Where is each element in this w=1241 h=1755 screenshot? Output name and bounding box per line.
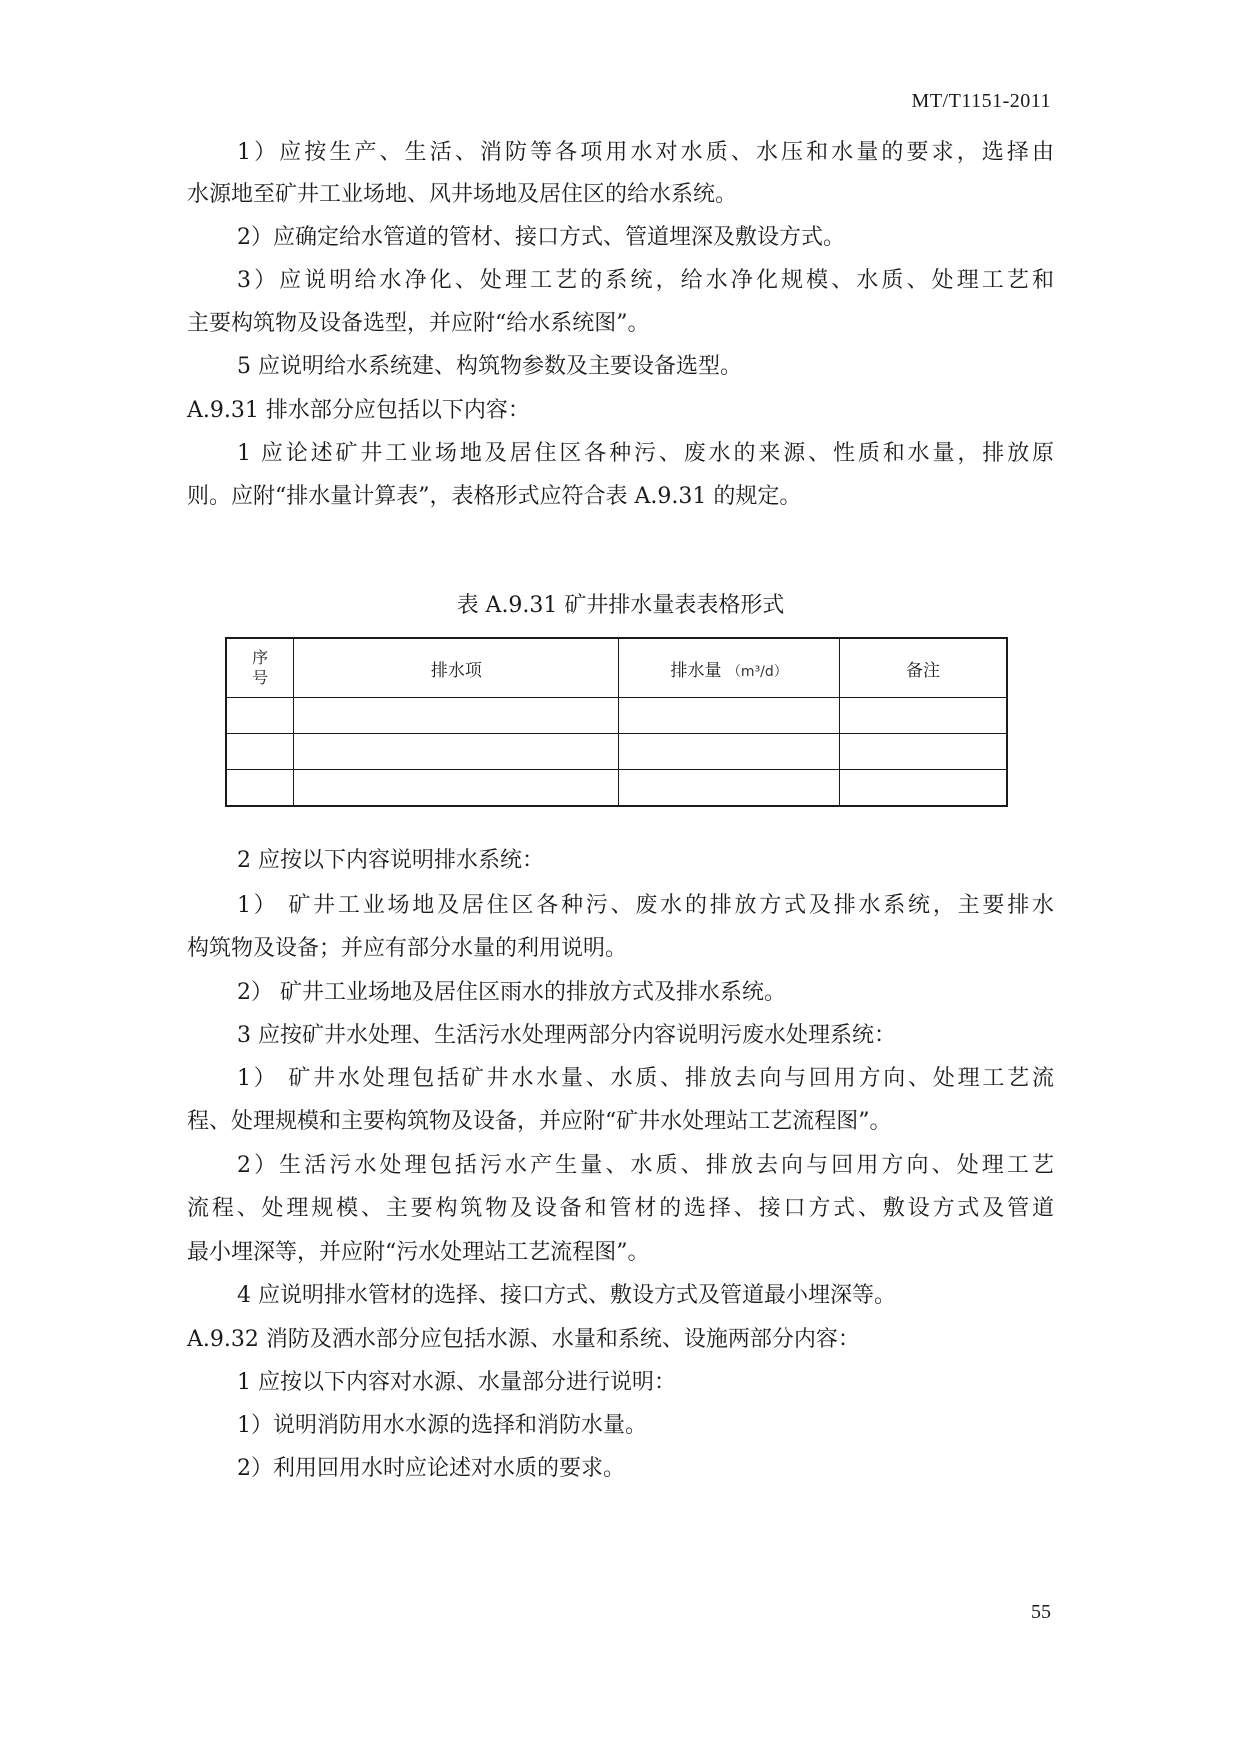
paragraph-line: 3 应按矿井水处理、生活污水处理两部分内容说明污废水处理系统： xyxy=(237,1023,896,1048)
paragraph-line: 水源地至矿井工业场地、风井场地及居住区的给水系统。 xyxy=(187,182,738,207)
table-caption: 表 A.9.31 矿井排水量表表格形式 xyxy=(456,593,785,618)
table-cell xyxy=(226,734,294,770)
header-seq xyxy=(226,638,294,698)
paragraph-line: 2 应按以下内容说明排水系统： xyxy=(237,848,544,873)
paragraph-line: 1）说明消防用水水源的选择和消防水量。 xyxy=(237,1413,647,1438)
table-cell xyxy=(294,770,619,807)
table-cell xyxy=(226,770,294,807)
section-heading-a931: A.9.31 排水部分应包括以下内容： xyxy=(187,398,530,423)
paragraph-line: 1 应论述矿井工业场地及居住区各种污、废水的来源、性质和水量，排放原 xyxy=(237,441,1054,466)
paragraph-line: 1）应按生产、生活、消防等各项用水对水质、水压和水量的要求，选择由 xyxy=(237,140,1054,165)
paragraph-line: 5 应说明给水系统建、构筑物参数及主要设备选型。 xyxy=(237,354,742,379)
paragraph-line: 3）应说明给水净化、处理工艺的系统，给水净化规模、水质、处理工艺和 xyxy=(237,268,1054,293)
table-row xyxy=(226,734,1007,770)
paragraph-line: 主要构筑物及设备选型，并应附“给水系统图”。 xyxy=(187,311,650,336)
standard-code: MT/T1151-2011 xyxy=(911,90,1051,112)
table-cell xyxy=(619,770,840,807)
table-row xyxy=(226,698,1007,734)
paragraph-line: 2）生活污水处理包括污水产生量、水质、排放去向与回用方向、处理工艺 xyxy=(237,1153,1054,1178)
table-row xyxy=(226,770,1007,807)
paragraph-line: 构筑物及设备；并应有部分水量的利用说明。 xyxy=(187,936,628,961)
header-amount-label: 排水量 xyxy=(670,660,722,681)
page-number: 55 xyxy=(1031,1601,1051,1623)
header-item: 排水项 xyxy=(294,638,619,698)
table-cell xyxy=(619,698,840,734)
paragraph-line: 最小埋深等，并应附“污水处理站工艺流程图”。 xyxy=(187,1240,650,1265)
table-cell xyxy=(839,698,1007,734)
paragraph-line: 程、处理规模和主要构筑物及设备，并应附“矿井水处理站工艺流程图”。 xyxy=(187,1109,892,1134)
table-cell xyxy=(619,734,840,770)
table-cell xyxy=(294,698,619,734)
paragraph-line: 1 应按以下内容对水源、水量部分进行说明： xyxy=(237,1370,676,1395)
section-heading-a932: A.9.32 消防及洒水部分应包括水源、水量和系统、设施两部分内容： xyxy=(187,1327,860,1352)
table-cell xyxy=(839,734,1007,770)
drainage-table xyxy=(225,637,1008,807)
header-amount xyxy=(619,638,840,698)
paragraph-line: 2）利用回用水时应论述对水质的要求。 xyxy=(237,1456,625,1481)
paragraph-line: 流程、处理规模、主要构筑物及设备和管材的选择、接口方式、敷设方式及管道 xyxy=(187,1196,1054,1221)
header-seq-line2: 号 xyxy=(252,668,269,687)
table-cell xyxy=(226,698,294,734)
header-seq-line1: 序 xyxy=(252,648,269,667)
paragraph-line: 1） 矿井水处理包括矿井水水量、水质、排放去向与回用方向、处理工艺流 xyxy=(237,1066,1054,1091)
paragraph-line: 4 应说明排水管材的选择、接口方式、敷设方式及管道最小埋深等。 xyxy=(237,1283,896,1308)
paragraph-line: 则。应附“排水量计算表”，表格形式应符合表 A.9.31 的规定。 xyxy=(187,484,802,509)
header-remark: 备注 xyxy=(839,638,1007,698)
table-cell xyxy=(294,734,619,770)
table-header-row xyxy=(226,638,1007,698)
header-amount-unit: （m³/d） xyxy=(726,663,788,680)
paragraph-line: 1） 矿井工业场地及居住区各种污、废水的排放方式及排水系统，主要排水 xyxy=(237,893,1054,918)
table-cell xyxy=(839,770,1007,807)
paragraph-line: 2）应确定给水管道的管材、接口方式、管道埋深及敷设方式。 xyxy=(237,225,845,250)
paragraph-line: 2） 矿井工业场地及居住区雨水的排放方式及排水系统。 xyxy=(237,980,786,1005)
